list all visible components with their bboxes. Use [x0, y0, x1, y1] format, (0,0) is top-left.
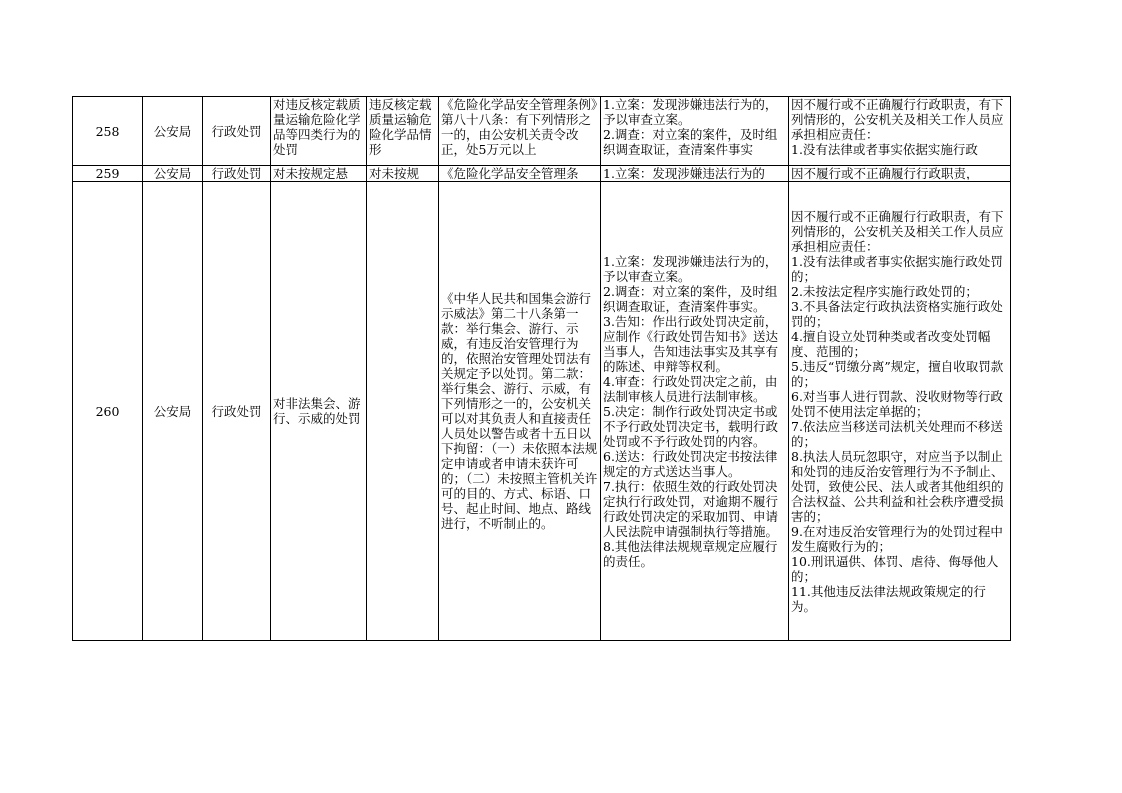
- table-row: [73, 97, 1011, 166]
- basis-text: 《危险化学品安全管理条例》第八十八条：有下列情形之一的，由公安机关责令改正，处5万元以上: [441, 97, 598, 157]
- item-name-cell: [271, 97, 367, 166]
- item-name-text: 对违反核定载质量运输危险化学品等四类行为的处罚: [273, 97, 361, 157]
- table-row: [73, 182, 1011, 641]
- item-name-cell: 对非法集会、游行、示威的处罚: [271, 182, 367, 641]
- basis-cell: [439, 97, 601, 166]
- category-cell: 行政处罚: [203, 97, 271, 166]
- category-cell: 行政处罚: [203, 182, 271, 641]
- row-number-cell: 259: [73, 166, 143, 182]
- sub-item-text: 对未按规: [369, 166, 420, 180]
- basis-cell: [439, 166, 601, 182]
- category-cell: 行政处罚: [203, 166, 271, 182]
- table-row: [73, 166, 1011, 182]
- sub-item-cell: [367, 97, 439, 166]
- process-cell: 1.立案：发现涉嫌违法行为的，予以审查立案。 2.调查：对立案的案件，及时组织调查取证，查清案件事实。 3.告知：作出行政处罚决定前，应制作《行政处罚告知书》送达当事人，告知违法事实及其享有的陈述、申辩等权利。 4.审查：行政处罚决定之前，由法制审核人员进行法制审核。 5.决定：制作行政处罚决定书或不予行政处罚决定书，载明行政处罚或不予行政处罚的内容。 6.送达：行政处罚决定书按法律规定的方式送达当事人。 7.执行：依照生效的行政处罚决定执行行政处罚，对逾期不履行行政处罚决定的采取加罚、申请人民法院申请强制执行等措施。 8.其他法律法规规章规定应履行的责任。: [601, 182, 789, 641]
- agency-cell: 公安局: [143, 182, 203, 641]
- agency-cell: 公安局: [143, 166, 203, 182]
- liability-text: 因不履行或不正确履行行政职责，: [791, 166, 979, 180]
- liability-cell: 因不履行或不正确履行行政职责，有下列情形的，公安机关及相关工作人员应承担相应责任： 1.没有法律或者事实依据实施行政处罚的； 2.未按法定程序实施行政处罚的； 3.不具备法定行政执法资格实施行政处罚的； 4.擅自设立处罚种类或者改变处罚幅度、范围的； 5.违反“罚缴分离”规定，擅自收取罚款的； 6.对当事人进行罚款、没收财物等行政处罚不使用法定单据的； 7.依法应当移送司法机关处理而不移送的； 8.执法人员玩忽职守，对应当予以制止和处罚的违反治安管理行为不予制止、处罚，致使公民、法人或者其他组织的合法权益、公共利益和社会秩序遭受损害的； 9.在对违反治安管理行为的处罚过程中发生腐败行为的； 10.刑讯逼供、体罚、虐待、侮辱他人的； 11.其他违反法律法规政策规定的行为。: [789, 182, 1011, 641]
- row-number-cell: 258: [73, 97, 143, 166]
- agency-cell: 公安局: [143, 97, 203, 166]
- process-text: 1.立案：发现涉嫌违法行为的，予以审查立案。 2.调查：对立案的案件，及时组织调查取证，查清案件事实: [603, 97, 778, 157]
- sub-item-text: 违反核定载质量运输危险化学品情形: [369, 97, 432, 157]
- process-cell: [601, 166, 789, 182]
- liability-cell: [789, 97, 1011, 166]
- basis-cell: 《中华人民共和国集会游行示威法》第二十八条第一款：举行集会、游行、示威，有违反治安管理行为的，依照治安管理处罚法有关规定予以处罚。第二款：举行集会、游行、示威，有下列情形之一的，公安机关可以对其负责人和直接责任人员处以警告或者十五日以下拘留：（一）未依照本法规定申请或者申请未获许可的；（二）未按照主管机关许可的目的、方式、标语、口号、起止时间、地点、路线进行，不听制止的。: [439, 182, 601, 641]
- sub-item-cell: [367, 166, 439, 182]
- power-list-table: [72, 96, 1011, 641]
- row-number-cell: 260: [73, 182, 143, 641]
- item-name-cell: [271, 166, 367, 182]
- liability-cell: [789, 166, 1011, 182]
- item-name-text: 对未按规定悬: [273, 166, 349, 180]
- sub-item-cell: [367, 182, 439, 641]
- process-text: 1.立案：发现涉嫌违法行为的: [603, 166, 765, 180]
- basis-text: 《危险化学品安全管理条: [441, 166, 579, 180]
- process-cell: [601, 97, 789, 166]
- liability-text: 因不履行或不正确履行行政职责，有下列情形的，公安机关及相关工作人员应承担相应责任： 1.没有法律或者事实依据实施行政: [791, 97, 1004, 157]
